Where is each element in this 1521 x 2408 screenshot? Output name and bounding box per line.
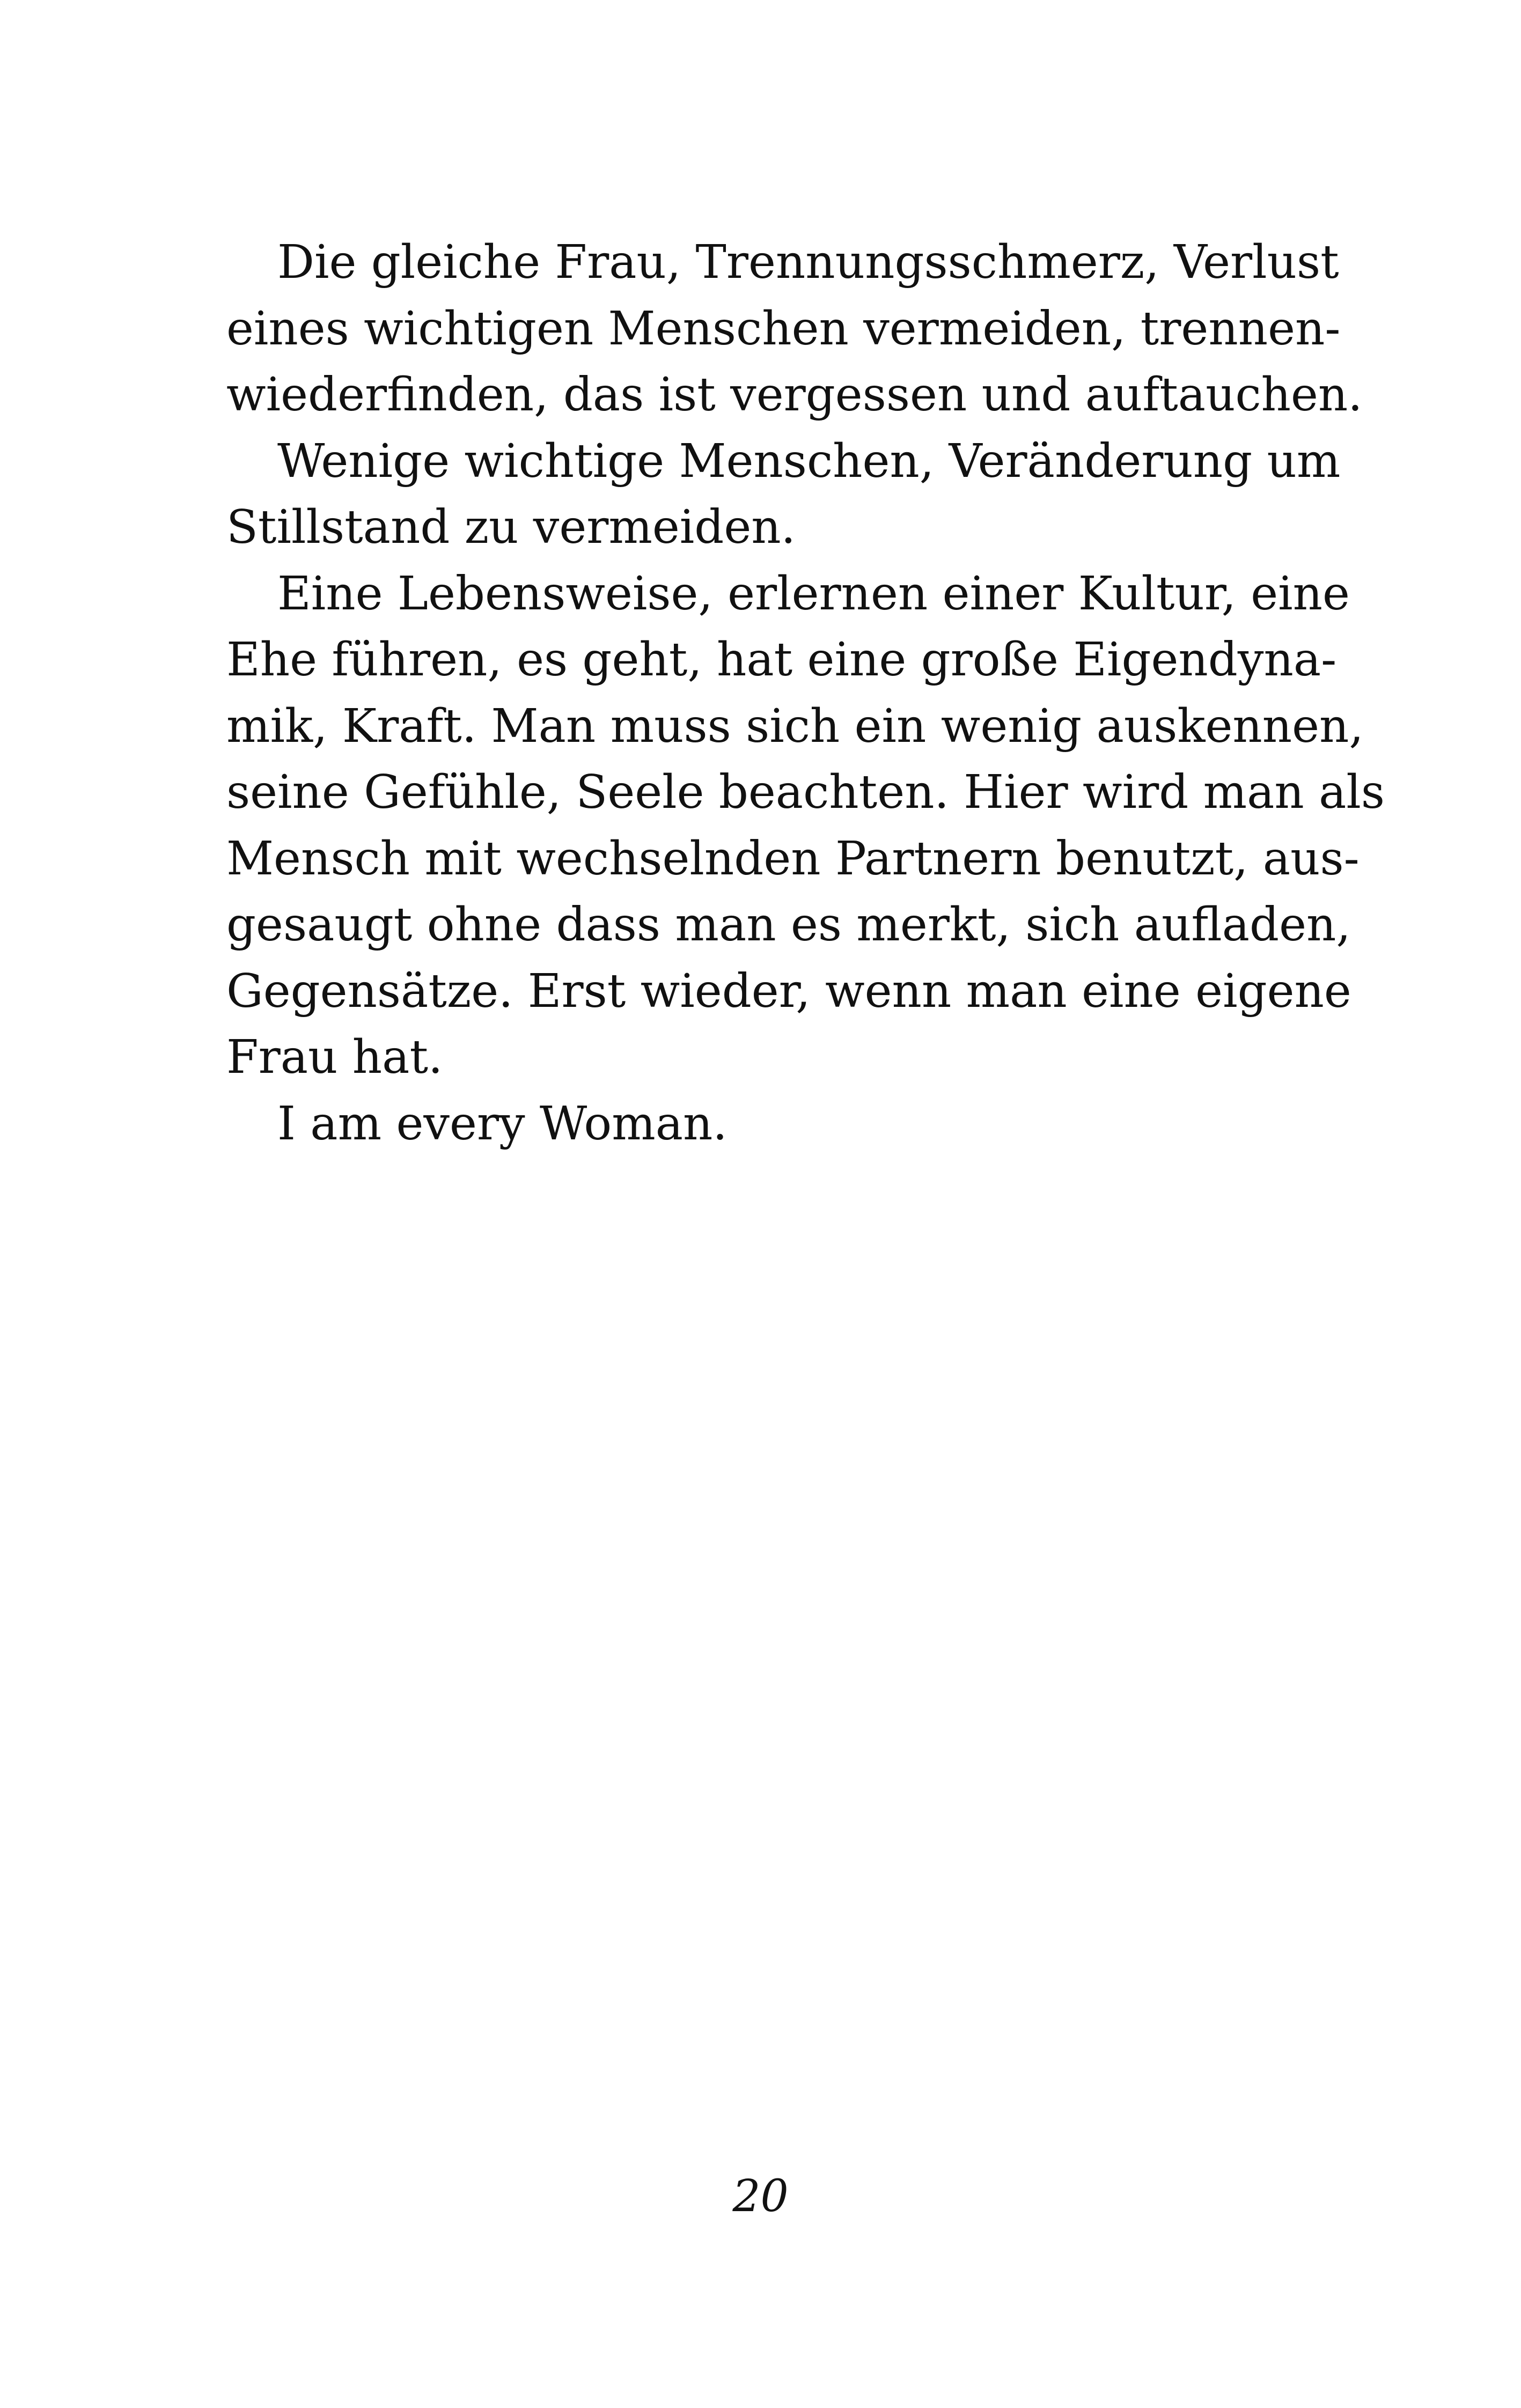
text-line: eines wichtigen Menschen vermeiden, trennen-: [226, 301, 1341, 356]
text-line: Eine Lebensweise, erlernen einer Kultur, eine: [277, 566, 1350, 621]
text-line: Gegensätze. Erst wieder, wenn man eine eigene: [226, 964, 1351, 1018]
paragraph-3: [226, 561, 1385, 1091]
paragraph-1: [226, 230, 1363, 429]
text-line: Mensch mit wechselnden Partnern benutzt, aus-: [226, 831, 1360, 886]
page-body: [226, 230, 1385, 1157]
paragraph-4: [226, 1091, 1281, 1158]
text-line: Ehe führen, es geht, hat eine große Eigendyna-: [226, 633, 1337, 687]
text-line: wiederfinden, das ist vergessen und auftauchen.: [226, 368, 1363, 422]
text-line: Wenige wichtige Menschen, Veränderung um: [277, 434, 1341, 488]
text-line: I am every Woman.: [277, 1096, 728, 1151]
page-number: 20: [732, 2171, 789, 2222]
paragraph-2: [226, 429, 1341, 561]
text-line: gesaugt ohne dass man es merkt, sich aufladen,: [226, 898, 1351, 952]
text-line: seine Gefühle, Seele beachten. Hier wird man als: [226, 765, 1385, 819]
text-line: Frau hat.: [226, 1030, 443, 1084]
text-line: Die gleiche Frau, Trennungsschmerz, Verlust: [277, 235, 1339, 289]
text-line: mik, Kraft. Man muss sich ein wenig auskennen,: [226, 699, 1364, 753]
text-line: Stillstand zu vermeiden.: [226, 500, 796, 554]
